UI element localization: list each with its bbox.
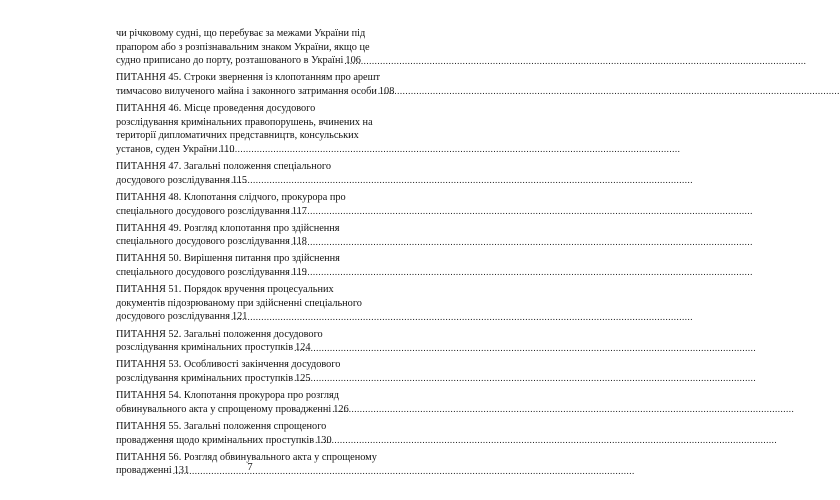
- toc-entry-page-number: 117: [291, 205, 307, 217]
- toc-entry: [116, 222, 388, 249]
- toc-entry-page-number: 118: [291, 236, 307, 248]
- toc-entry-text-line: території дипломатичних представництв, консульських: [116, 130, 359, 142]
- toc-entry-text-line: ПИТАННЯ 49. Розгляд клопотання про здійснення: [116, 222, 340, 234]
- toc-entry-text-line: ПИТАННЯ 54. Клопотання прокурора про розгляд: [116, 390, 340, 402]
- toc-entry-page-number: 125: [295, 373, 311, 384]
- toc-entry-last-line: [116, 205, 388, 219]
- toc-entry-page-number: 119: [291, 267, 307, 279]
- toc-entry: [116, 160, 388, 187]
- toc-entry-page-number: 110: [219, 143, 235, 155]
- toc-entry-text-line: розслідування кримінальних проступків: [116, 373, 294, 384]
- toc-entry-text-line: ПИТАННЯ 56. Розгляд обвинувального акта у спрощеному: [116, 451, 377, 463]
- toc-entry-text-line: ПИТАННЯ 48. Клопотання слідчого, прокурора про: [116, 191, 346, 203]
- toc-entry: [116, 71, 395, 98]
- toc-entry-page-number: 121: [231, 311, 248, 323]
- toc-entry: [116, 102, 388, 156]
- toc-entry-text-line: розслідування кримінальних проступків: [116, 342, 294, 354]
- toc-entry-text-line: чи річковому судні, що перебуває за межами України під: [116, 28, 366, 39]
- toc-entry-last-line: [116, 54, 388, 68]
- toc-entry-page-number: 108: [378, 85, 395, 97]
- toc-entry-last-line: [116, 266, 388, 280]
- toc-entry-last-line: [116, 403, 388, 417]
- toc-entry-text-line: ПИТАННЯ 53. Особливості закінчення досудового: [116, 359, 341, 371]
- table-of-contents: [116, 27, 395, 482]
- toc-entry-last-line: [116, 235, 388, 249]
- toc-entry-last-line: [116, 310, 388, 324]
- toc-entry-page-number: 130: [316, 434, 332, 446]
- toc-entry-text-line: ПИТАННЯ 52. Загальні положення досудового: [116, 328, 323, 340]
- toc-entry-text-line: спеціального досудового розслідування: [116, 205, 290, 217]
- toc-entry-text-line: спеціального досудового розслідування: [116, 236, 290, 248]
- toc-entry-text-line: ПИТАННЯ 51. Порядок вручення процесуальних: [116, 284, 334, 296]
- toc-entry-text-line: судно приписано до порту, розташованого в Україні: [116, 55, 344, 67]
- toc-entry-text-line: спеціального досудового розслідування: [116, 267, 290, 279]
- toc-entry: [116, 328, 388, 355]
- toc-entry-page-number: 115: [231, 174, 248, 186]
- toc-entry-text-line: установ, суден України: [116, 143, 218, 155]
- toc-entry-page-number: 124: [295, 342, 311, 354]
- toc-entry-text-line: ПИТАННЯ 45. Строки звернення із клопотанням про арешт: [116, 72, 381, 84]
- toc-entry-last-line: [116, 341, 388, 355]
- toc-entry-text-line: обвинувального акта у спрощеному провадженні: [116, 403, 332, 415]
- toc-entry-page-number: 126: [333, 403, 349, 415]
- toc-entry-text-line: ПИТАННЯ 46. Місце проведення досудового: [116, 103, 316, 115]
- toc-entry-last-line: [116, 85, 395, 99]
- toc-entry-text-line: досудового розслідування: [116, 311, 230, 323]
- toc-entry: [116, 27, 388, 68]
- toc-entry: [116, 191, 388, 218]
- toc-entry: [116, 420, 388, 447]
- toc-entry-last-line: [116, 434, 388, 448]
- toc-entry-text-line: ПИТАННЯ 50. Вирішення питання про здійснення: [116, 253, 340, 265]
- toc-entry-text-line: тимчасово вилученого майна і законного затримання особи: [116, 85, 377, 97]
- toc-entry: [116, 283, 388, 324]
- toc-entry-text-line: ПИТАННЯ 47. Загальні положення спеціального: [116, 161, 331, 173]
- toc-entry-text-line: провадження щодо кримінальних проступків: [116, 434, 315, 446]
- toc-entry-text-line: прапором або з розпізнавальним знаком України, якщо це: [116, 41, 370, 53]
- toc-entry-text-line: досудового розслідування: [116, 174, 230, 186]
- toc-entry-last-line: [116, 143, 388, 157]
- toc-entry-last-line: [116, 174, 388, 188]
- toc-entry-text-line: ПИТАННЯ 55. Загальні положення спрощеного: [116, 420, 327, 432]
- toc-entry: [116, 389, 388, 416]
- toc-entry-text-line: документів підозрюваному при здійсненні спеціального: [116, 297, 362, 309]
- toc-entry-last-line: [116, 372, 388, 386]
- toc-entry: [116, 252, 388, 279]
- toc-entry-text-line: провадженні: [116, 465, 172, 477]
- toc-entry-text-line: розслідування кримінальних правопорушень, вчинених на: [116, 116, 373, 128]
- page-number: 7: [247, 462, 253, 473]
- toc-entry: [116, 358, 388, 385]
- toc-entry-page-number: 131: [173, 465, 190, 477]
- toc-entry-page-number: 106: [345, 55, 361, 67]
